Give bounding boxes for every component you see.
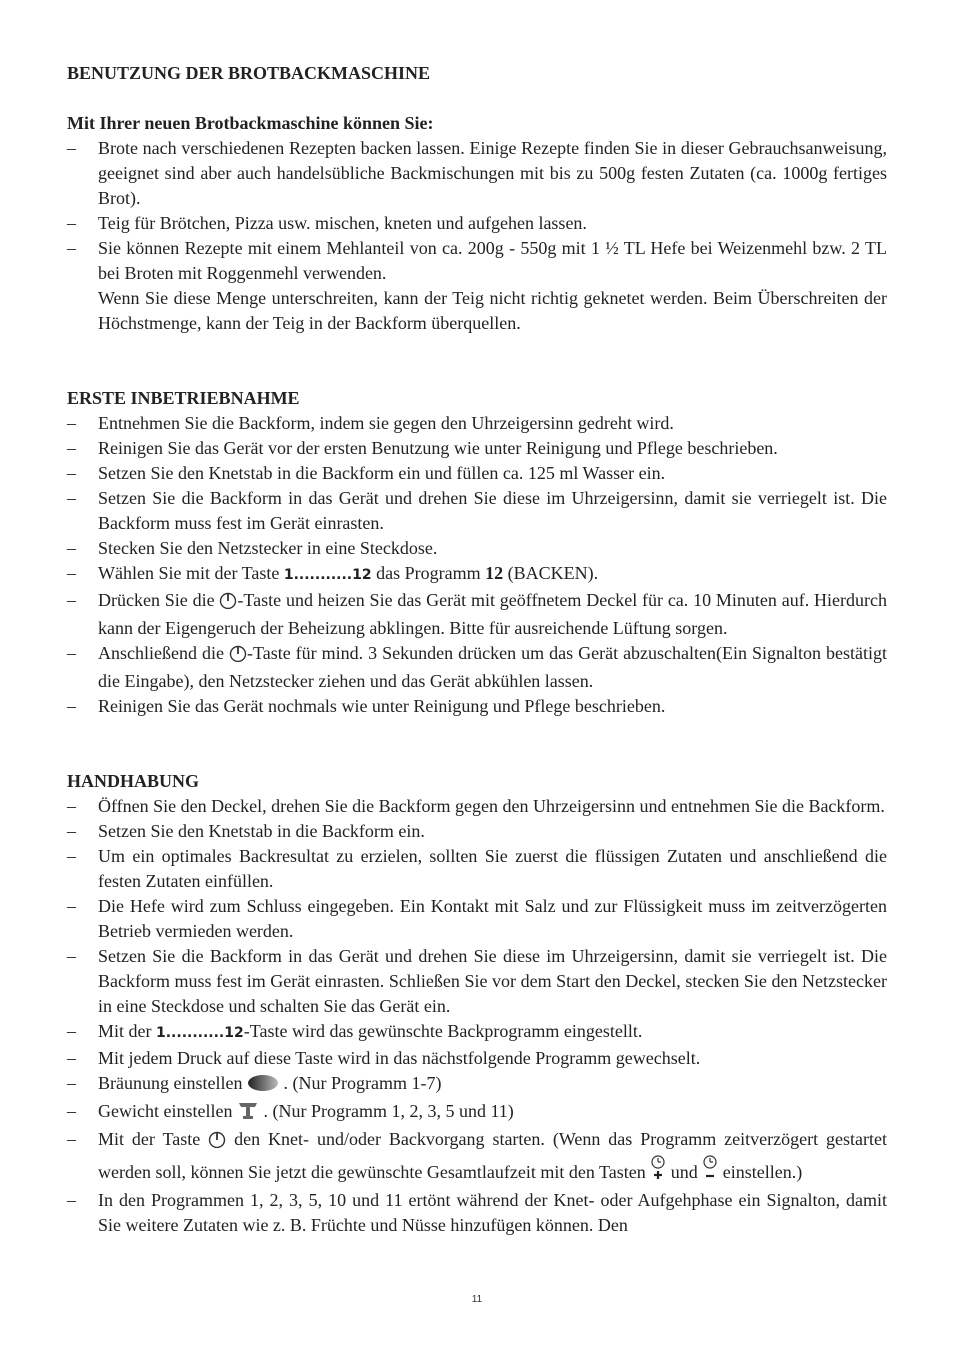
- list-item: – Setzen Sie die Backform in das Gerät und drehen Sie diese im Uhrzeigersinn, damit sie verriegelt ist. Die Backform muss fest im Gerät einrasten.: [67, 488, 887, 533]
- section-heading-benutzung: BENUTZUNG DER BROTBACKMASCHINE: [67, 63, 431, 83]
- program-key-label: 1...........12: [283, 567, 372, 583]
- list-item: – Setzen Sie den Knetstab in die Backform ein und füllen ca. 125 ml Wasser ein.: [67, 463, 666, 483]
- weight-icon: [237, 1100, 259, 1127]
- section-heading-handhabung: HANDHABUNG: [67, 771, 200, 791]
- list-item: – In den Programmen 1, 2, 3, 5, 10 und 11 ertönt während der Knet- oder Aufgehphase ein Signalton, damit Sie weitere Zutaten wie z. B. Früchte und Nüsse hinzufügen können. Den: [67, 1190, 887, 1235]
- timer-minus-icon: [702, 1155, 718, 1188]
- list-item: – Mit jedem Druck auf diese Taste wird in das nächstfolgende Programm gewechselt.: [67, 1048, 701, 1068]
- list-item: – Mit der Taste den Knet- und/oder Backvorgang starten. (Wenn das Programm zeitverzögert gestartet werden soll, können Sie jetzt die gewünschte Gesamtlaufzeit mit den Tasten und einstellen.): [67, 1127, 887, 1188]
- subheading-intro: Mit Ihrer neuen Brotbackmaschine können Sie:: [67, 113, 434, 133]
- list-item: – Drücken Sie die -Taste und heizen Sie das Gerät mit geöffnetem Deckel für ca. 10 Minuten auf. Hierdurch kann der Eigengeruch der Beheizung abklingen. Bitte für ausreichende Lüftung sorgen.: [67, 590, 888, 638]
- list-item: – Mit der 1...........12-Taste wird das gewünschte Backprogramm eingestellt.: [67, 1021, 643, 1041]
- list-item: – Setzen Sie die Backform in das Gerät und drehen Sie diese im Uhrzeigersinn, damit sie verriegelt ist. Die Backform muss fest im Gerät einrasten. Schließen Sie vor dem Start den Deckel, stecken Sie den Netzstecker in eine Steckdose und schalten Sie das Gerät ein.: [67, 946, 887, 1016]
- list-item: – Um ein optimales Backresultat zu erzielen, sollten Sie zuerst die flüssigen Zutaten und anschließend die festen Zutaten einfüllen.: [67, 846, 887, 891]
- list-item: – Öffnen Sie den Deckel, drehen Sie die Backform gegen den Uhrzeigersinn und entnehmen Sie die Backform.: [67, 796, 885, 816]
- list-item: – Sie können Rezepte mit einem Mehlanteil von ca. 200g - 550g mit 1 ½ TL Hefe bei Weizenmehl bzw. 2 TL bei Broten mit Roggenmehl verwenden.: [67, 238, 887, 283]
- section-heading-inbetriebnahme: ERSTE INBETRIEBNAHME: [67, 388, 300, 408]
- document-page: [67, 61, 887, 1238]
- power-icon: [219, 591, 237, 616]
- list-handhabung: [67, 794, 887, 1238]
- list-item: – Wählen Sie mit der Taste 1...........12 das Programm 12 (BACKEN).: [67, 563, 599, 583]
- timer-plus-icon: [650, 1155, 666, 1188]
- power-icon: [208, 1130, 226, 1155]
- list-item: – Brote nach verschiedenen Rezepten backen lassen. Einige Rezepte finden Sie in dieser Gebrauchsanweisung, geeignet sind aber auch handelsübliche Backmischungen mit bis zu 500g festen Zutaten (ca. 1000g fertiges Brot).: [67, 138, 887, 208]
- list-benutzung: [67, 136, 887, 286]
- list-item: – Bräunung einstellen . (Nur Programm 1-7): [67, 1071, 887, 1099]
- list-item: – Reinigen Sie das Gerät vor der ersten Benutzung wie unter Reinigung und Pflege beschrieben.: [67, 438, 778, 458]
- list-item: – Reinigen Sie das Gerät nochmals wie unter Reinigung und Pflege beschrieben.: [67, 696, 666, 716]
- program-key-label: 1...........12: [156, 1025, 244, 1041]
- paragraph-continuation: Wenn Sie diese Menge unterschreiten, kann der Teig nicht richtig geknetet werden. Beim Überschreiten der Höchstmenge, kann der Teig in der Backform überquellen.: [98, 288, 887, 333]
- browning-icon: [247, 1074, 279, 1099]
- power-icon: [229, 644, 247, 669]
- list-item: – Teig für Brötchen, Pizza usw. mischen, kneten und aufgehen lassen.: [67, 213, 587, 233]
- list-inbetriebnahme: [67, 411, 887, 719]
- list-item: – Die Hefe wird zum Schluss eingegeben. Ein Kontakt mit Salz und zur Flüssigkeit muss im zeitverzögerten Betrieb vermieden werden.: [67, 896, 887, 941]
- list-item: – Entnehmen Sie die Backform, indem sie gegen den Uhrzeigersinn gedreht wird.: [67, 413, 674, 433]
- list-item: – Setzen Sie den Knetstab in die Backform ein.: [67, 821, 425, 841]
- list-item: – Stecken Sie den Netzstecker in eine Steckdose.: [67, 538, 438, 558]
- list-item: – Gewicht einstellen . (Nur Programm 1, 2, 3, 5 und 11): [67, 1099, 887, 1127]
- page-number: 11: [471, 1294, 483, 1305]
- list-item: – Anschließend die -Taste für mind. 3 Sekunden drücken um das Gerät abzuschalten(Ein Signalton bestätigt die Eingabe), den Netzstecker ziehen und das Gerät abkühlen lassen.: [67, 643, 887, 691]
